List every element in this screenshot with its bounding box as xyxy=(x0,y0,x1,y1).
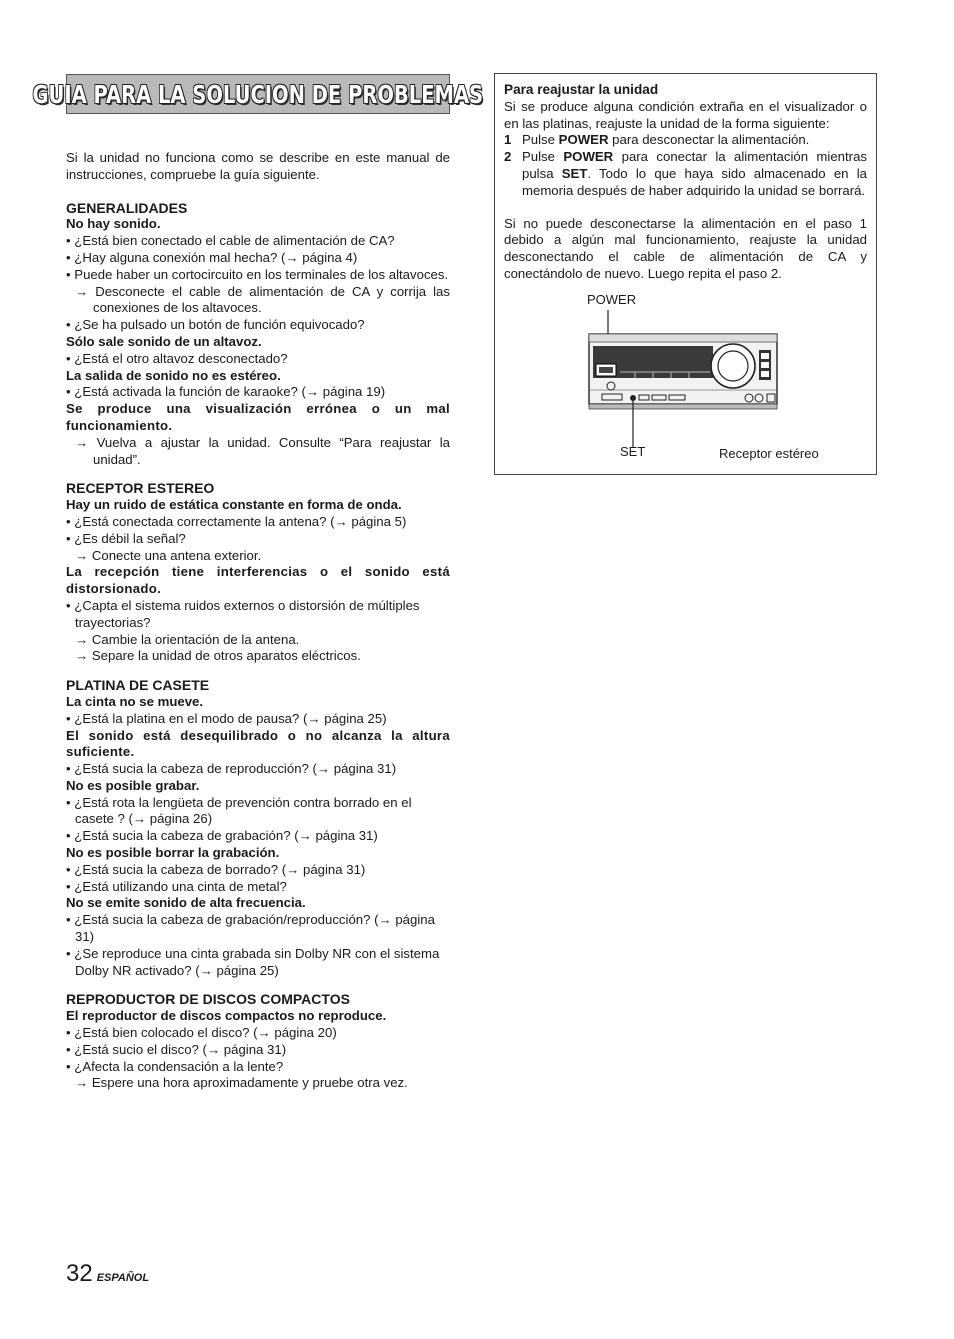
reset-note: Si no puede desconectarse la alimentación en el paso 1 debido a algún mal funcionamiento, reajuste la unidad desconectando el cable de alimentación de CA y conectándolo de nuevo. Luego repita el paso 2. xyxy=(504,215,867,281)
check-item: • ¿Está rota la lengüeta de prevención contra borrado en el casete ? (→ página 26) xyxy=(66,794,412,827)
check-item: • ¿Está bien colocado el disco? (→ página 20) xyxy=(66,1025,337,1041)
problem-heading: La cinta no se mueve. xyxy=(66,693,204,709)
section-title-generalidades: GENERALIDADES xyxy=(66,199,188,216)
problem-heading: Hay un ruido de estática constante en forma de onda. xyxy=(66,497,402,513)
key-name: SET xyxy=(561,165,588,181)
problem-heading: No es posible borrar la grabación. xyxy=(66,845,280,861)
reset-intro: Si se produce alguna condición extraña en el visualizador o en las platinas, reajuste la unidad de la forma siguiente: xyxy=(504,98,867,131)
receiver-illustration xyxy=(495,286,876,476)
step-number: 2 xyxy=(504,149,512,165)
problem-heading: La salida de sonido no es estéreo. xyxy=(66,367,281,383)
page-title-banner xyxy=(32,74,484,114)
remedy-item: → Conecte una antena exterior. xyxy=(75,547,262,563)
problem-heading: No es posible grabar. xyxy=(66,777,200,793)
reset-title: Para reajustar la unidad xyxy=(504,82,659,97)
problem-heading: No hay sonido. xyxy=(66,216,161,232)
page-title: GUIA PARA LA SOLUCION DE PROBLEMAS xyxy=(32,79,484,109)
check-item: • ¿Está sucia la cabeza de grabación/reproducción? (→ página 31) xyxy=(66,912,435,945)
section-title-receptor: RECEPTOR ESTEREO xyxy=(66,480,215,497)
check-item: • ¿Está bien conectado el cable de alimentación de CA? xyxy=(66,233,395,249)
check-item: • ¿Se reproduce una cinta grabada sin Dolby NR con el sistema Dolby NR activado? (→ página 25) xyxy=(66,945,440,978)
check-item: • ¿Está sucia la cabeza de grabación? (→ página 31) xyxy=(66,828,378,844)
left-column xyxy=(66,150,450,1092)
problem-heading: El reproductor de discos compactos no reproduce. xyxy=(66,1008,387,1024)
remedy-item: → Desconecte el cable de alimentación de CA y corrija las conexiones de los altavoces. xyxy=(75,283,450,316)
device-label: Receptor estéreo xyxy=(719,446,819,461)
set-label: SET xyxy=(620,444,646,459)
problem-heading: La recepción tiene interferencias o el sonido está distorsionado. xyxy=(66,564,450,597)
step-number: 1 xyxy=(504,132,512,148)
check-item: • ¿Está activada la función de karaoke? (→ página 19) xyxy=(66,384,386,400)
intro-text: Si la unidad no funciona como se describe en este manual de instrucciones, compruebe la guía siguiente. xyxy=(66,150,450,182)
problem-heading: Sólo sale sonido de un altavoz. xyxy=(66,333,262,349)
key-name: POWER xyxy=(558,132,609,148)
power-label: POWER xyxy=(587,292,637,307)
reset-box xyxy=(494,73,877,475)
remedy-item: → Separe la unidad de otros aparatos eléctricos. xyxy=(75,648,361,664)
receiver-diagram xyxy=(495,286,876,476)
section-title-casete: PLATINA DE CASETE xyxy=(66,677,210,694)
check-item: • ¿Está sucia la cabeza de reproducción? (→ página 31) xyxy=(66,761,397,777)
check-item: • ¿Afecta la condensación a la lente? xyxy=(66,1058,284,1074)
remedy-item: → Vuelva a ajustar la unidad. Consulte “Para reajustar la unidad”. xyxy=(75,434,450,467)
problem-heading: Se produce una visualización errónea o un mal funcionamiento. xyxy=(66,401,450,433)
check-item: • ¿Está sucia la cabeza de borrado? (→ página 31) xyxy=(66,861,366,877)
page-footer xyxy=(66,1260,149,1288)
remedy-item: → Espere una hora aproximadamente y pruebe otra vez. xyxy=(75,1075,408,1091)
check-item: • ¿Se ha pulsado un botón de función equivocado? xyxy=(66,317,365,333)
check-item: • ¿Está el otro altavoz desconectado? xyxy=(66,350,288,366)
reset-step-1 xyxy=(504,132,867,149)
step-text: para desconectar la alimentación. xyxy=(608,132,810,148)
step-text: para conectar la alimentación mientras pulsa xyxy=(522,149,868,181)
step-text: Pulse xyxy=(522,132,559,148)
remedy-item: → Cambie la orientación de la antena. xyxy=(75,631,300,647)
step-text: Pulse xyxy=(522,149,564,165)
problem-heading: No se emite sonido de alta frecuencia. xyxy=(66,895,306,911)
check-item: • ¿Está sucio el disco? (→ página 31) xyxy=(66,1041,287,1057)
language-label: ESPAÑOL xyxy=(96,1272,150,1284)
reset-step-2 xyxy=(504,149,867,199)
check-item: • Puede haber un cortocircuito en los terminales de los altavoces. xyxy=(66,266,449,282)
check-item: • ¿Está la platina en el modo de pausa? (→ página 25) xyxy=(66,710,387,726)
section-title-cd: REPRODUCTOR DE DISCOS COMPACTOS xyxy=(66,991,350,1008)
check-item: • ¿Capta el sistema ruidos externos o distorsión de múltiples trayectorias? xyxy=(66,597,420,630)
page-number: 32 xyxy=(66,1260,93,1287)
step-text: . Todo lo que haya sido almacenado en la memoria después de haber adquirido la unidad se borrará. xyxy=(522,165,867,198)
check-item: • ¿Está utilizando una cinta de metal? xyxy=(66,878,287,894)
check-item: • ¿Está conectada correctamente la antena? (→ página 5) xyxy=(66,513,407,529)
check-item: • ¿Es débil la señal? xyxy=(66,530,186,546)
key-name: POWER xyxy=(563,149,614,165)
check-item: • ¿Hay alguna conexión mal hecha? (→ página 4) xyxy=(66,249,358,265)
problem-heading: El sonido está desequilibrado o no alcanza la altura suficiente. xyxy=(66,727,450,760)
